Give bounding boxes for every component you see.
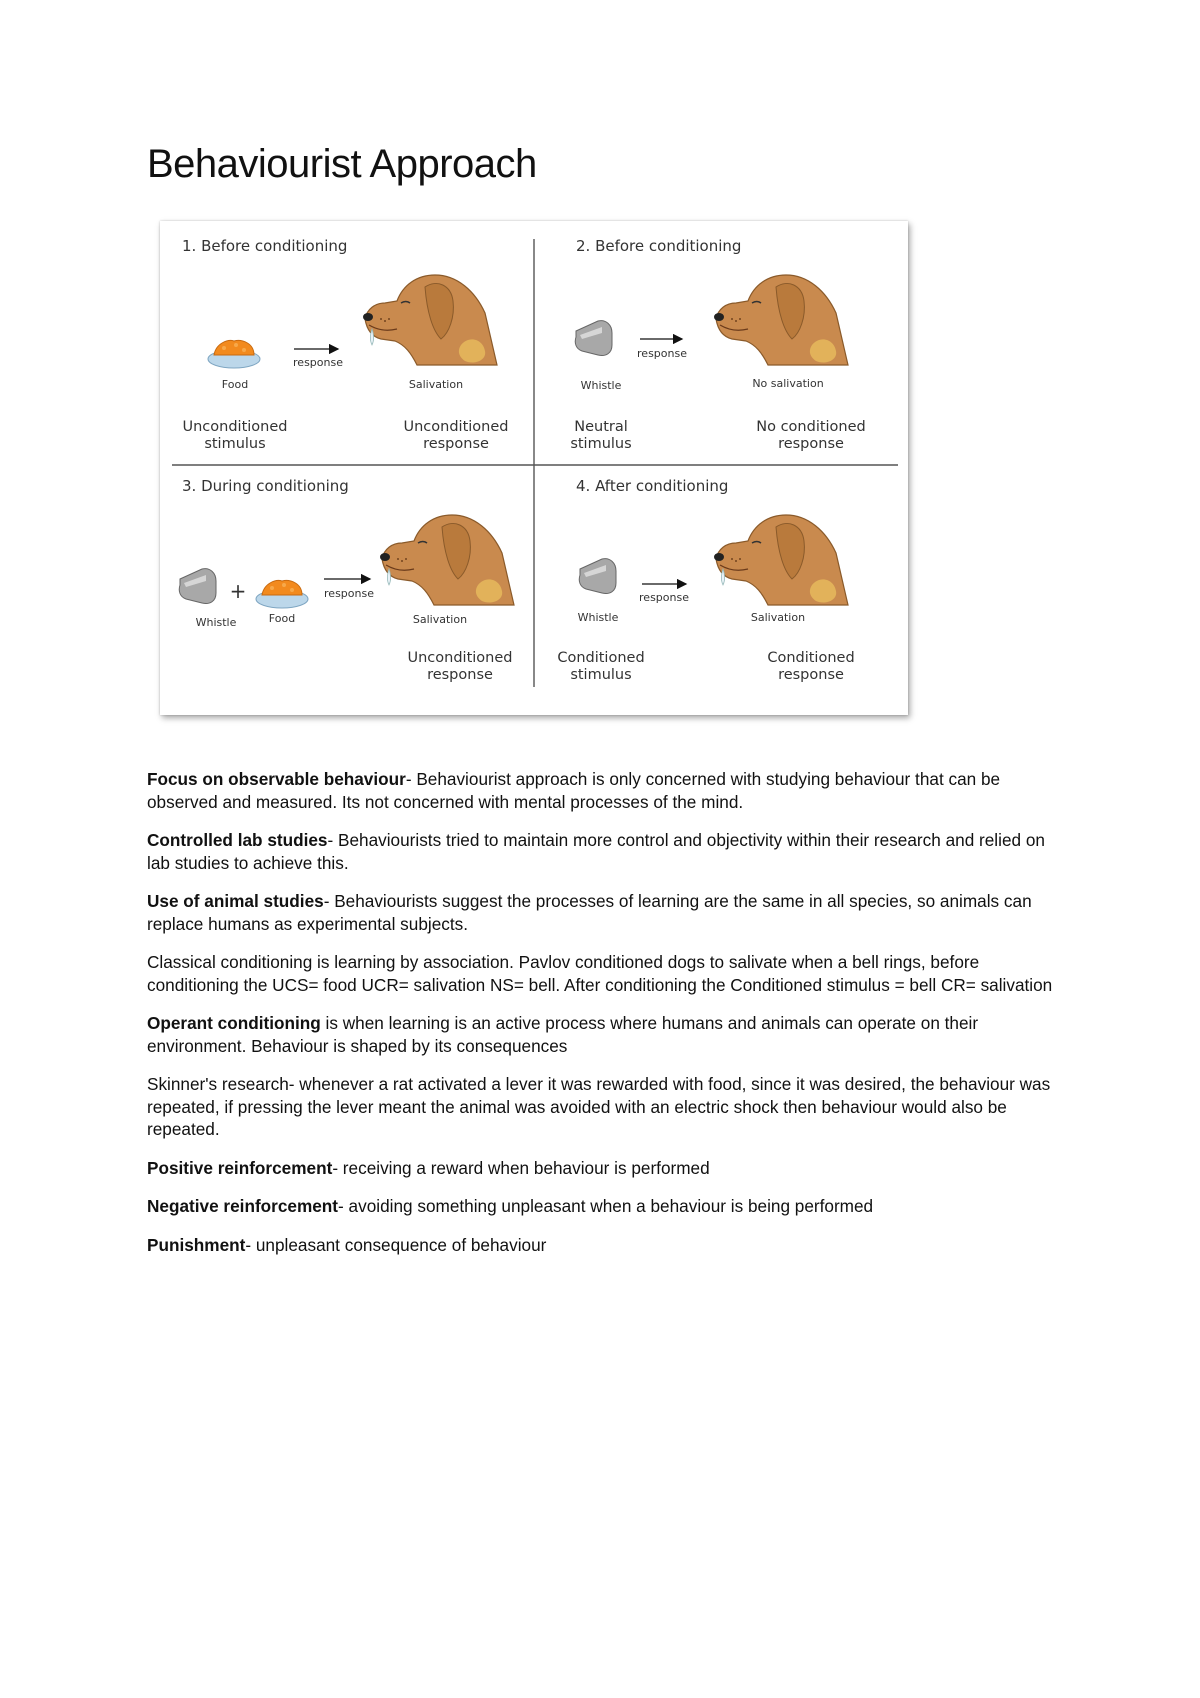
paragraph-text: - receiving a reward when behaviour is performed: [332, 1157, 710, 1178]
panel-4-stimulus-term-line2: stimulus: [570, 667, 632, 683]
paragraph-positive-reinforcement: [147, 1157, 1065, 1180]
panel-4-response-caption: Salivation: [750, 611, 806, 624]
whistle-icon: [579, 559, 616, 594]
drool-icon: [722, 569, 725, 585]
drool-icon: [371, 329, 374, 345]
paragraph-text: Classical conditioning is learning by association. Pavlov conditioned dogs to salivate when a bell rings, before conditioning the UCS= food UCR= salivation NS= bell. After conditioning the Conditioned stimulus = bell CR= salivation: [147, 952, 1053, 995]
conditioning-diagram: [160, 221, 908, 715]
term-heading: Positive reinforcement: [147, 1157, 333, 1178]
panel-4-response-term-line2: response: [778, 667, 844, 683]
paragraph-text: is when learning is an active process where humans and animals can operate on their environment. Behaviour is shaped by its consequences: [147, 1013, 979, 1056]
panel-1-response-term-line2: response: [423, 436, 489, 452]
page-title: Behaviourist Approach: [147, 142, 537, 186]
dog-icon: [380, 515, 514, 605]
paragraph-text: - avoiding something unpleasant when a behaviour is being performed: [338, 1196, 874, 1216]
paragraph-operant-conditioning: [147, 1012, 1065, 1057]
whistle-icon: [179, 569, 216, 604]
panel-2-stimulus-term-line2: stimulus: [570, 436, 632, 452]
whistle-icon: [575, 321, 612, 356]
panel-before-conditioning-1: [182, 237, 508, 452]
paragraph-controlled-lab-studies: [147, 829, 1065, 874]
panel-1-stimulus-term-line1: Unconditioned: [182, 419, 288, 435]
panel-1-response-term-line1: Unconditioned: [403, 419, 509, 435]
drool-icon: [388, 569, 391, 585]
document-body: [147, 768, 1065, 1272]
panel-1-heading: 1. Before conditioning: [182, 237, 348, 255]
panel-3-arrow-label: response: [324, 587, 374, 600]
paragraph-text: - Behaviourists tried to maintain more control and objectivity within their research and relied on lab studies to achieve this.: [147, 830, 1045, 873]
term-heading: Controlled lab studies: [147, 830, 328, 850]
panel-1-response-caption: Salivation: [408, 378, 464, 391]
classical-conditioning-figure: [160, 221, 908, 715]
panel-1-arrow-label: response: [293, 356, 343, 369]
panel-1-stimulus-term-line2: stimulus: [204, 436, 266, 452]
panel-2-stimulus-caption: Whistle: [580, 379, 622, 392]
dog-icon: [363, 275, 497, 365]
dog-icon: [714, 515, 848, 605]
panel-2-arrow-label: response: [637, 347, 687, 360]
panel-4-stimulus-term-line1: Conditioned: [557, 650, 645, 666]
paragraph-punishment: [147, 1234, 1065, 1257]
paragraph-text: - unpleasant consequence of behaviour: [245, 1234, 547, 1255]
panel-3-heading: 3. During conditioning: [182, 477, 349, 495]
panel-4-response-term-line1: Conditioned: [767, 650, 855, 666]
paragraph-text: - Behaviourist approach is only concerned with studying behaviour that can be observed and measured. Its not concerned with mental processes of the mind.: [147, 769, 1001, 812]
term-heading: Operant conditioning: [147, 1013, 321, 1033]
paragraph-text: - Behaviourists suggest the processes of learning are the same in all species, so animals can replace humans as experimental subjects.: [147, 891, 1032, 934]
panel-4-arrow-label: response: [639, 591, 689, 604]
dog-icon: [714, 275, 848, 365]
panel-1-stimulus-caption: Food: [221, 378, 249, 391]
panel-before-conditioning-2: [570, 237, 865, 452]
panel-2-response-term-line1: No conditioned: [756, 419, 866, 435]
panel-2-response-term-line2: response: [778, 436, 844, 452]
panel-3-response-caption: Salivation: [412, 613, 468, 626]
term-heading: Negative reinforcement: [147, 1196, 339, 1216]
panel-3-response-term-line1: Unconditioned: [407, 650, 513, 666]
panel-3-stimulus-caption-2: Food: [268, 612, 296, 625]
term-heading: Punishment: [147, 1234, 246, 1255]
paragraph-negative-reinforcement: [147, 1195, 1065, 1218]
food-bowl-icon: [256, 581, 308, 608]
panel-2-heading: 2. Before conditioning: [576, 237, 742, 255]
panel-3-response-term-line2: response: [427, 667, 493, 683]
term-heading: Use of animal studies: [147, 891, 324, 911]
paragraph-skinner-research: [147, 1073, 1065, 1141]
term-heading: Focus on observable behaviour: [147, 769, 406, 789]
paragraph-animal-studies: [147, 890, 1065, 935]
panel-4-stimulus-caption: Whistle: [577, 611, 619, 624]
panel-4-heading: 4. After conditioning: [576, 477, 729, 495]
panel-2-response-caption: No salivation: [752, 377, 824, 390]
plus-sign: +: [229, 579, 247, 603]
paragraph-classical-conditioning: [147, 951, 1065, 996]
panel-during-conditioning: [179, 477, 514, 683]
paragraph-text: Skinner's research- whenever a rat activated a lever it was rewarded with food, since it was desired, the behaviour was repeated, if pressing the lever meant the animal was avoided with an electric shock then behaviour would also be repeated.: [147, 1074, 1051, 1139]
panel-2-stimulus-term-line1: Neutral: [574, 419, 628, 435]
food-bowl-icon: [208, 341, 260, 368]
panel-3-stimulus-caption: Whistle: [195, 616, 237, 629]
panel-after-conditioning: [557, 477, 854, 683]
paragraph-observable-behaviour: [147, 768, 1065, 813]
